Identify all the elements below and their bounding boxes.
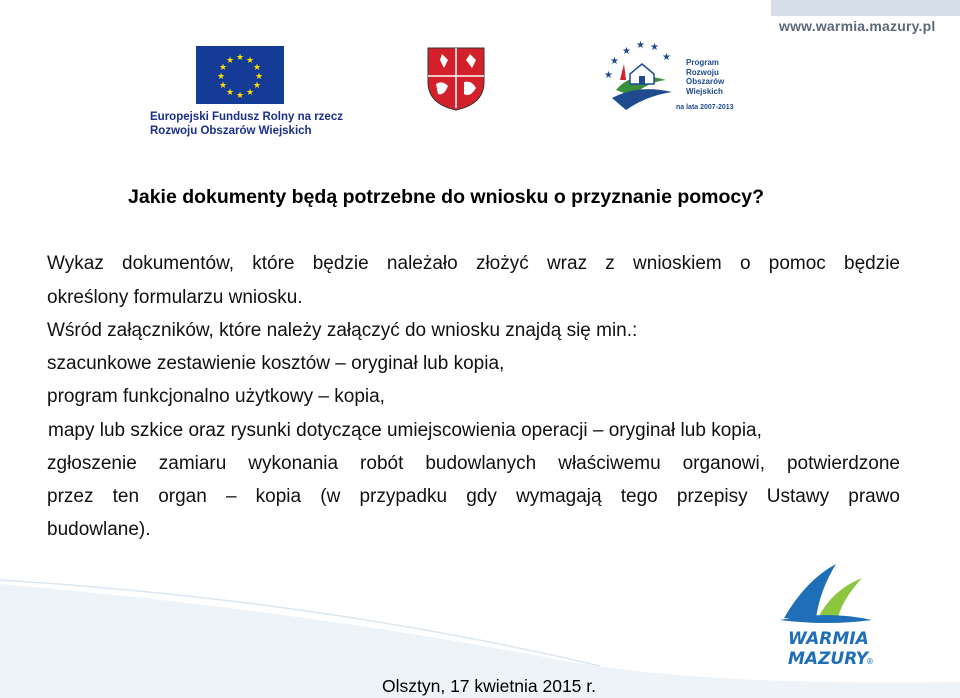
paragraph-line-2: określony formularzu wniosku. [47,287,303,308]
prow-word-4: Wiejskich [686,86,723,96]
top-color-bar [771,0,960,16]
warmia-mazury-logo [776,560,886,672]
list-item-program: program funkcjonalno użytkowy – kopia, [47,386,385,407]
eu-stars-icon [196,46,284,104]
svg-text:★: ★ [636,40,645,51]
prow-logo [602,40,682,116]
prow-word-3: Obszarów [686,77,725,86]
svg-text:★: ★ [254,72,264,82]
brand-line-1: WARMIA [788,629,869,649]
brand-line-2: MAZURY [788,649,869,669]
paragraph-line-3: Wśród załączników, które należy załączyć do wniosku znajdą się min.: [47,320,638,341]
svg-text:★: ★ [245,88,255,98]
list-item-maps: mapy lub szkice oraz rysunki dotyczące umiejscowienia operacji – oryginał lub kopia, [48,420,762,441]
prow-word-1: Program [686,58,719,67]
list-item-notification-1: zgłoszenie zamiaru wykonania robót budowlanych właściwemu organowi, potwierdzone [47,453,900,474]
site-url: www.warmia.mazury.pl [779,18,936,34]
coat-of-arms-logo [426,46,486,112]
eu-fund-line2: Rozwoju Obszarów Wiejskich [150,125,312,137]
registered-icon: ® [866,657,874,666]
svg-text:★: ★ [235,91,245,101]
list-item-costs: szacunkowe zestawienie kosztów – oryginał lub kopia, [47,353,505,374]
svg-text:★: ★ [662,52,671,63]
svg-text:★: ★ [225,56,235,66]
eu-fund-line1: Europejski Fundusz Rolny na rzecz [150,111,343,123]
svg-text:★: ★ [252,63,262,73]
list-item-notification-2: przez ten organ – kopia (w przypadku gdy wymagają tego przepisy Ustawy prawo [47,486,900,507]
footer-place-date: Olsztyn, 17 kwietnia 2015 r. [382,676,596,696]
svg-text:★: ★ [216,72,226,82]
svg-text:★: ★ [650,42,659,53]
prow-years: na lata 2007-2013 [676,104,734,111]
page-title: Jakie dokumenty będą potrzebne do wniosku o przyznanie pomocy? [128,186,765,208]
list-item-notification-3: budowlane). [47,519,151,540]
eu-flag-logo [196,46,284,104]
svg-text:★: ★ [604,70,613,81]
svg-text:★: ★ [235,53,245,63]
eu-fund-caption [150,110,343,138]
svg-text:★: ★ [610,56,619,67]
svg-text:★: ★ [252,81,262,91]
svg-text:★: ★ [225,88,235,98]
svg-text:★: ★ [622,46,631,57]
svg-text:★: ★ [245,56,255,66]
paragraph-line-1: Wykaz dokumentów, które będzie należało złożyć wraz z wnioskiem o pomoc będzie [47,253,900,274]
prow-word-2: Rozwoju [686,67,719,77]
prow-program-caption [686,58,724,96]
svg-text:★: ★ [218,81,228,91]
svg-text:★: ★ [218,63,228,73]
